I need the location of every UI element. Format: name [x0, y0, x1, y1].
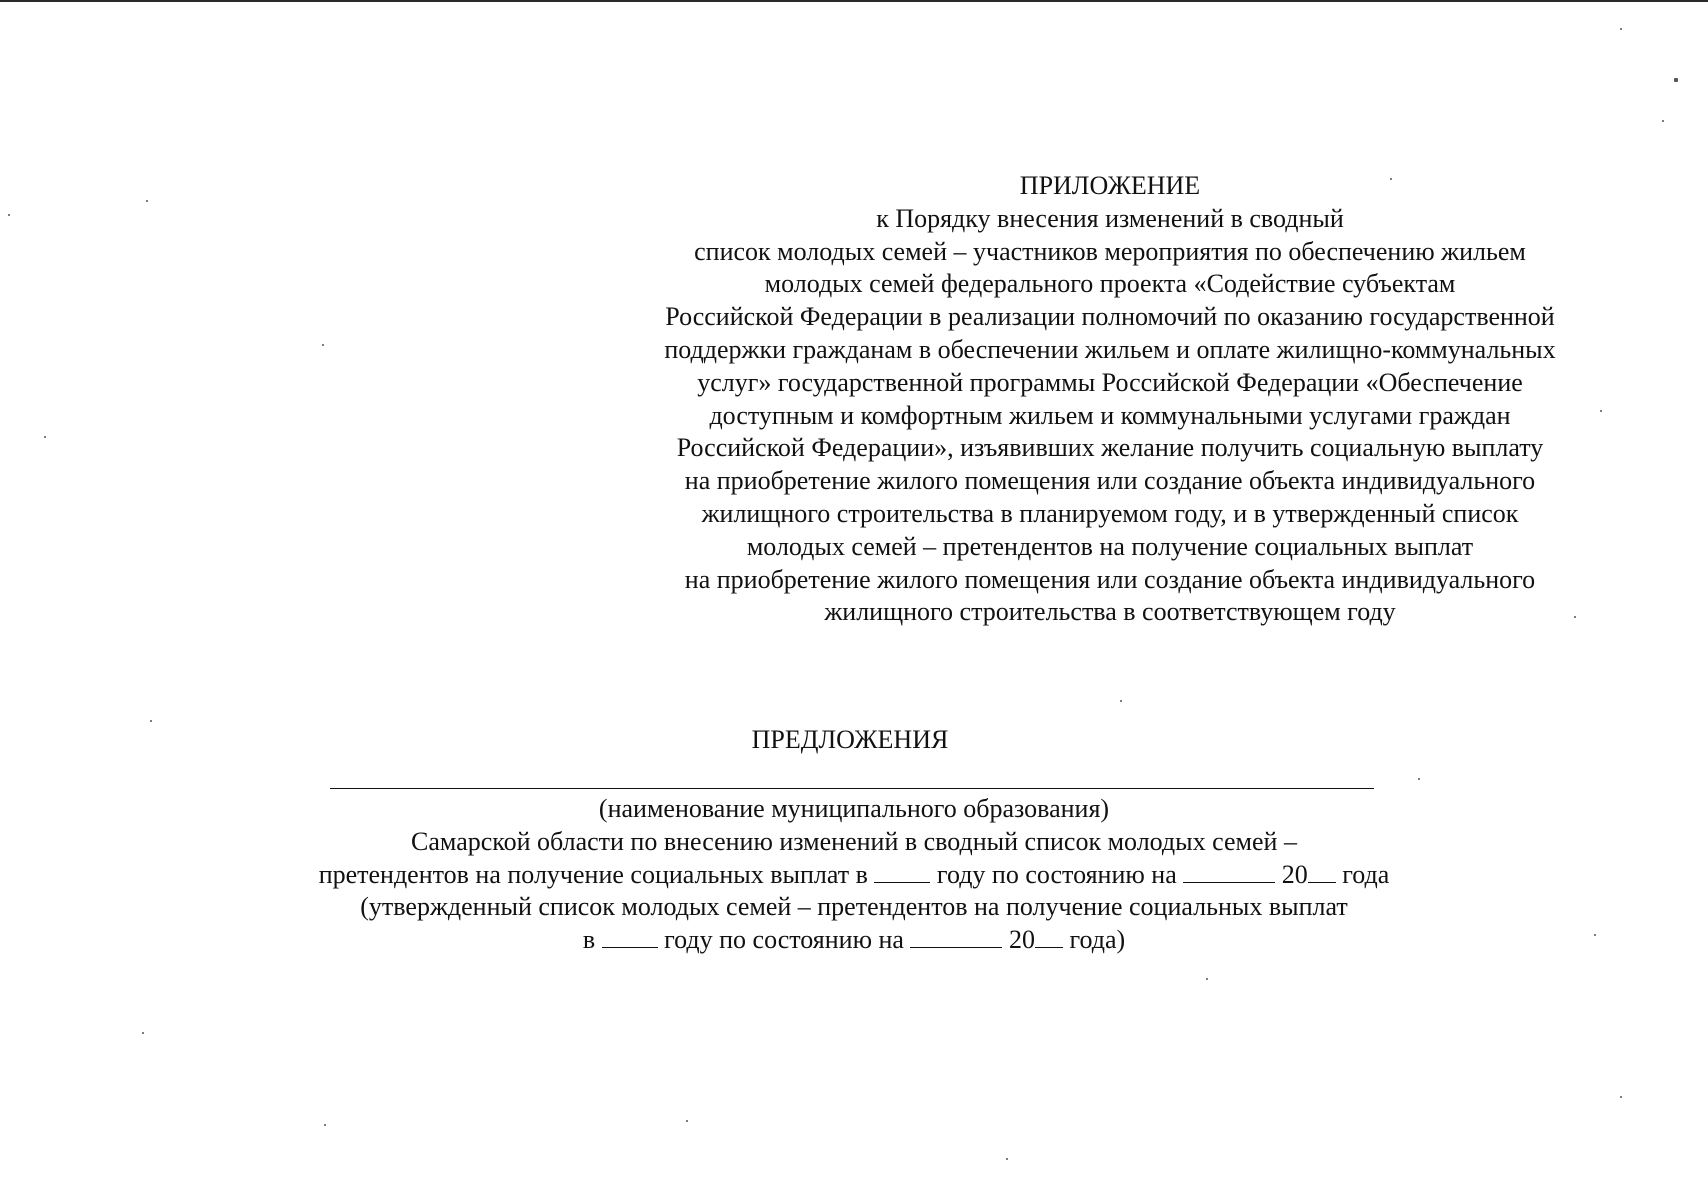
text-segment: году по состоянию на — [936, 859, 1177, 889]
scan-speck — [1600, 410, 1602, 412]
appendix-line: к Порядку внесения изменений в сводный — [876, 203, 1344, 233]
scan-speck — [686, 1120, 688, 1122]
scan-speck — [1206, 978, 1208, 980]
scan-speck — [44, 436, 46, 438]
appendix-line: на приобретение жилого помещения или создание объекта индивидуального — [684, 564, 1536, 594]
text-segment: 20 — [1281, 859, 1308, 889]
scan-speck — [1674, 78, 1678, 82]
scan-speck — [1120, 700, 1122, 702]
appendix-line: Российской Федерации в реализации полномочий по оказанию государственной — [665, 302, 1555, 332]
text-segment: претендентов на получение социальных выплат в — [318, 859, 868, 889]
scan-top-edge — [0, 0, 1708, 2]
text-segment: года — [1342, 859, 1390, 889]
scan-speck — [322, 344, 324, 346]
text-segment: 20 — [1008, 925, 1035, 955]
scan-speck — [146, 200, 148, 202]
year-suffix-blank — [1308, 860, 1336, 883]
appendix-heading: ПРИЛОЖЕНИЕ — [1019, 171, 1201, 200]
scan-speck — [1390, 178, 1392, 180]
appendix-line: поддержки гражданам в обеспечении жильем и оплате жилищно-коммунальных — [664, 334, 1556, 364]
municipality-name-line — [330, 788, 1374, 789]
scan-speck — [142, 1032, 144, 1034]
appendix-line: список молодых семей – участников мероприятия по обеспечению жильем — [694, 236, 1526, 266]
appendix-line: молодых семей федерального проекта «Содействие субъектам — [764, 269, 1456, 299]
appendix-line: на приобретение жилого помещения или создание объекта индивидуального — [684, 466, 1536, 496]
proposals-title: ПРЕДЛОЖЕНИЯ — [751, 725, 949, 754]
scan-speck — [324, 1124, 326, 1126]
text-segment: года) — [1069, 925, 1126, 955]
appendix-line: жилищного строительства в планируемом году, и в утвержденный список — [701, 498, 1519, 528]
scan-speck — [1620, 1096, 1622, 1098]
text-segment: в — [582, 925, 596, 955]
year-suffix-blank — [1035, 925, 1063, 948]
proposals-line: Самарской области по внесению изменений в сводный список молодых семей – — [411, 826, 1297, 856]
proposals-line: (утвержденный список молодых семей – претендентов на получение социальных выплат — [360, 892, 1348, 922]
name-caption: (наименование муниципального образования) — [598, 794, 1110, 823]
scan-speck — [1418, 778, 1420, 780]
proposals-line-with-blanks — [150, 859, 1558, 892]
scan-speck — [1620, 28, 1622, 30]
year-blank — [874, 860, 930, 883]
scan-speck — [1574, 616, 1576, 618]
scan-speck — [150, 720, 152, 722]
appendix-line: молодых семей – претендентов на получение социальных выплат — [746, 531, 1474, 561]
appendix-line: Российской Федерации», изъявивших желание получить социальную выплату — [676, 433, 1544, 463]
appendix-header — [595, 170, 1625, 629]
year-blank — [602, 925, 658, 948]
proposals-line-with-blanks — [150, 924, 1558, 957]
scan-speck — [1662, 120, 1664, 122]
text-segment: году по состоянию на — [664, 925, 904, 955]
scan-speck — [1006, 1158, 1008, 1160]
date-blank — [910, 925, 1002, 948]
appendix-line: услуг» государственной программы Российской Федерации «Обеспечение — [697, 367, 1523, 397]
scan-speck — [8, 214, 10, 216]
scan-speck — [1594, 934, 1596, 936]
date-blank — [1183, 860, 1275, 883]
proposals-body — [150, 793, 1558, 957]
appendix-line: доступным и комфортным жильем и коммунальными услугами граждан — [709, 400, 1511, 430]
appendix-line: жилищного строительства в соответствующем году — [824, 597, 1396, 627]
